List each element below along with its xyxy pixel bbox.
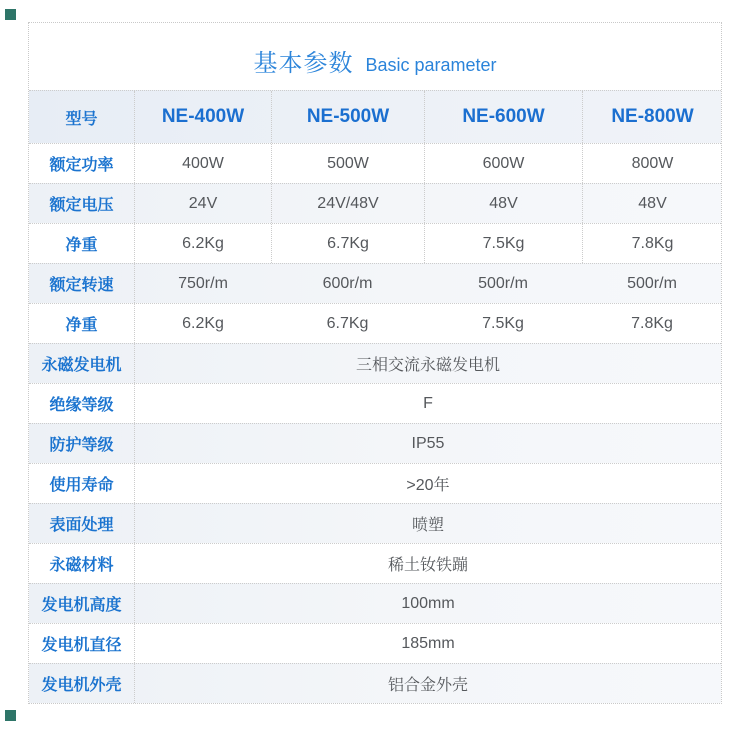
model-column-label: 型号 bbox=[65, 110, 98, 128]
table-row-rated-voltage bbox=[29, 183, 721, 223]
spec-value: 6.7Kg bbox=[271, 224, 424, 263]
spec-value: 6.2Kg bbox=[134, 304, 271, 343]
spec-value: 24V bbox=[134, 184, 271, 223]
spec-label: 永磁材料 bbox=[49, 557, 114, 574]
table-row-surface-treatment bbox=[29, 503, 721, 543]
spec-label: 净重 bbox=[65, 237, 98, 254]
spec-value: 600r/m bbox=[322, 274, 373, 292]
spec-value: 6.2Kg bbox=[134, 224, 271, 263]
spec-value: 铝合金外壳 bbox=[134, 664, 721, 703]
spec-value: IP55 bbox=[134, 424, 721, 463]
spec-value: 三相交流永磁发电机 bbox=[134, 344, 721, 383]
spec-value: 稀土钕铁蹦 bbox=[134, 544, 721, 583]
spec-value: 24V/48V bbox=[271, 184, 424, 223]
spec-value: 750r/m bbox=[134, 264, 271, 303]
spec-label: 发电机直径 bbox=[41, 637, 122, 654]
spec-value: 喷塑 bbox=[134, 504, 721, 543]
spec-value: 500r/m bbox=[478, 274, 528, 292]
table-row-pm-generator bbox=[29, 343, 721, 383]
spec-value: 7.5Kg bbox=[424, 224, 582, 263]
spec-value: 400W bbox=[134, 144, 271, 183]
title-chinese: 基本参数 bbox=[253, 50, 354, 77]
spec-label: 额定功率 bbox=[49, 157, 114, 174]
spec-label: 表面处理 bbox=[49, 517, 114, 534]
spec-value: 500W bbox=[271, 144, 424, 183]
table-row-protection-class bbox=[29, 423, 721, 463]
spec-value: 48V bbox=[424, 184, 582, 223]
spec-label: 额定电压 bbox=[49, 197, 114, 214]
spec-value: 6.7Kg bbox=[326, 314, 369, 332]
spec-label: 发电机高度 bbox=[41, 597, 122, 614]
spec-value: >20年 bbox=[134, 464, 721, 503]
corner-marker-bottom bbox=[5, 710, 16, 721]
table-row-generator-diameter bbox=[29, 623, 721, 663]
table-row-service-life bbox=[29, 463, 721, 503]
table-row-net-weight bbox=[29, 223, 721, 263]
model-name: NE-500W bbox=[271, 91, 424, 143]
spec-value: 800W bbox=[582, 144, 722, 183]
title-english: Basic parameter bbox=[365, 55, 497, 75]
model-name: NE-800W bbox=[582, 91, 722, 143]
table-row-generator-height bbox=[29, 583, 721, 623]
spec-value: 48V bbox=[582, 184, 722, 223]
table-row-rated-speed bbox=[29, 263, 721, 303]
table-header-row bbox=[29, 90, 721, 143]
spec-label: 净重 bbox=[65, 317, 98, 334]
spec-value: 7.8Kg bbox=[582, 224, 722, 263]
table-row-generator-shell bbox=[29, 663, 721, 703]
spec-value: F bbox=[134, 384, 721, 423]
spec-value: 500r/m bbox=[627, 274, 677, 292]
table-row-net-weight-2 bbox=[29, 303, 721, 343]
spec-value: 185mm bbox=[134, 624, 721, 663]
spec-value: 7.8Kg bbox=[631, 314, 673, 332]
spec-value: 600W bbox=[424, 144, 582, 183]
model-name: NE-400W bbox=[134, 91, 271, 143]
table-row-insulation-class bbox=[29, 383, 721, 423]
spec-label: 永磁发电机 bbox=[41, 357, 122, 374]
spec-label: 防护等级 bbox=[49, 437, 114, 454]
spec-label: 发电机外壳 bbox=[41, 677, 122, 694]
basic-parameter-panel bbox=[28, 22, 722, 704]
model-name: NE-600W bbox=[424, 91, 582, 143]
table-row-rated-power bbox=[29, 143, 721, 183]
spec-value: 7.5Kg bbox=[482, 314, 524, 332]
spec-label: 额定转速 bbox=[49, 277, 114, 294]
spec-label: 绝缘等级 bbox=[49, 397, 114, 414]
spec-value: 100mm bbox=[134, 584, 721, 623]
spec-label: 使用寿命 bbox=[49, 477, 114, 494]
table-row-magnet-material bbox=[29, 543, 721, 583]
panel-title bbox=[29, 23, 721, 90]
corner-marker-top bbox=[5, 9, 16, 20]
